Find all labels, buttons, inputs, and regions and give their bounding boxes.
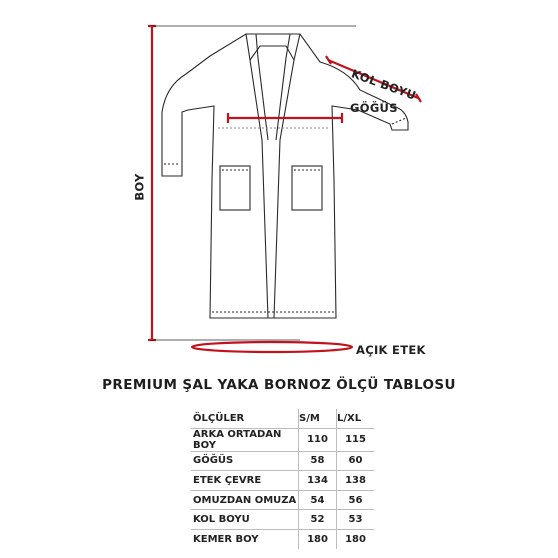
table-row [191,510,374,530]
row-sm: 110 [299,428,337,451]
table-row [191,490,374,510]
row-lxl: 115 [337,428,375,451]
row-lxl: 180 [337,529,375,548]
row-lxl: 138 [337,471,375,491]
table-row [191,428,374,451]
row-sm: 134 [299,471,337,491]
row-name: ARKA ORTADAN BOY [191,428,299,451]
row-sm: 180 [299,529,337,548]
row-lxl: 56 [337,490,375,510]
kol-boyu-label: KOL BOYU [349,66,419,103]
table-row [191,451,374,471]
acik-etek-ellipse [192,342,352,352]
row-sm: 54 [299,490,337,510]
row-name: ETEK ÇEVRE [191,471,299,491]
table-header-row [191,409,374,428]
table-row [191,529,374,548]
row-sm: 52 [299,510,337,530]
acik-etek-label: AÇIK ETEK [356,343,426,357]
row-name: KOL BOYU [191,510,299,530]
header-olculer: ÖLÇÜLER [191,409,299,428]
right-pocket [292,166,322,210]
row-lxl: 60 [337,451,375,471]
left-pocket [220,166,250,210]
header-sm: S/M [299,409,337,428]
gogus-label: GÖĞÜS [350,101,398,115]
size-table [191,409,374,549]
size-table-title: PREMIUM ŞAL YAKA BORNOZ ÖLÇÜ TABLOSU [102,377,456,393]
row-name: GÖĞÜS [191,451,299,471]
row-name: OMUZDAN OMUZA [191,490,299,510]
row-name: KEMER BOY [193,533,259,545]
boy-label: BOY [132,173,147,201]
table-row [191,471,374,491]
header-lxl: L/XL [337,409,375,428]
row-lxl: 53 [337,510,375,530]
row-sm: 58 [299,451,337,471]
